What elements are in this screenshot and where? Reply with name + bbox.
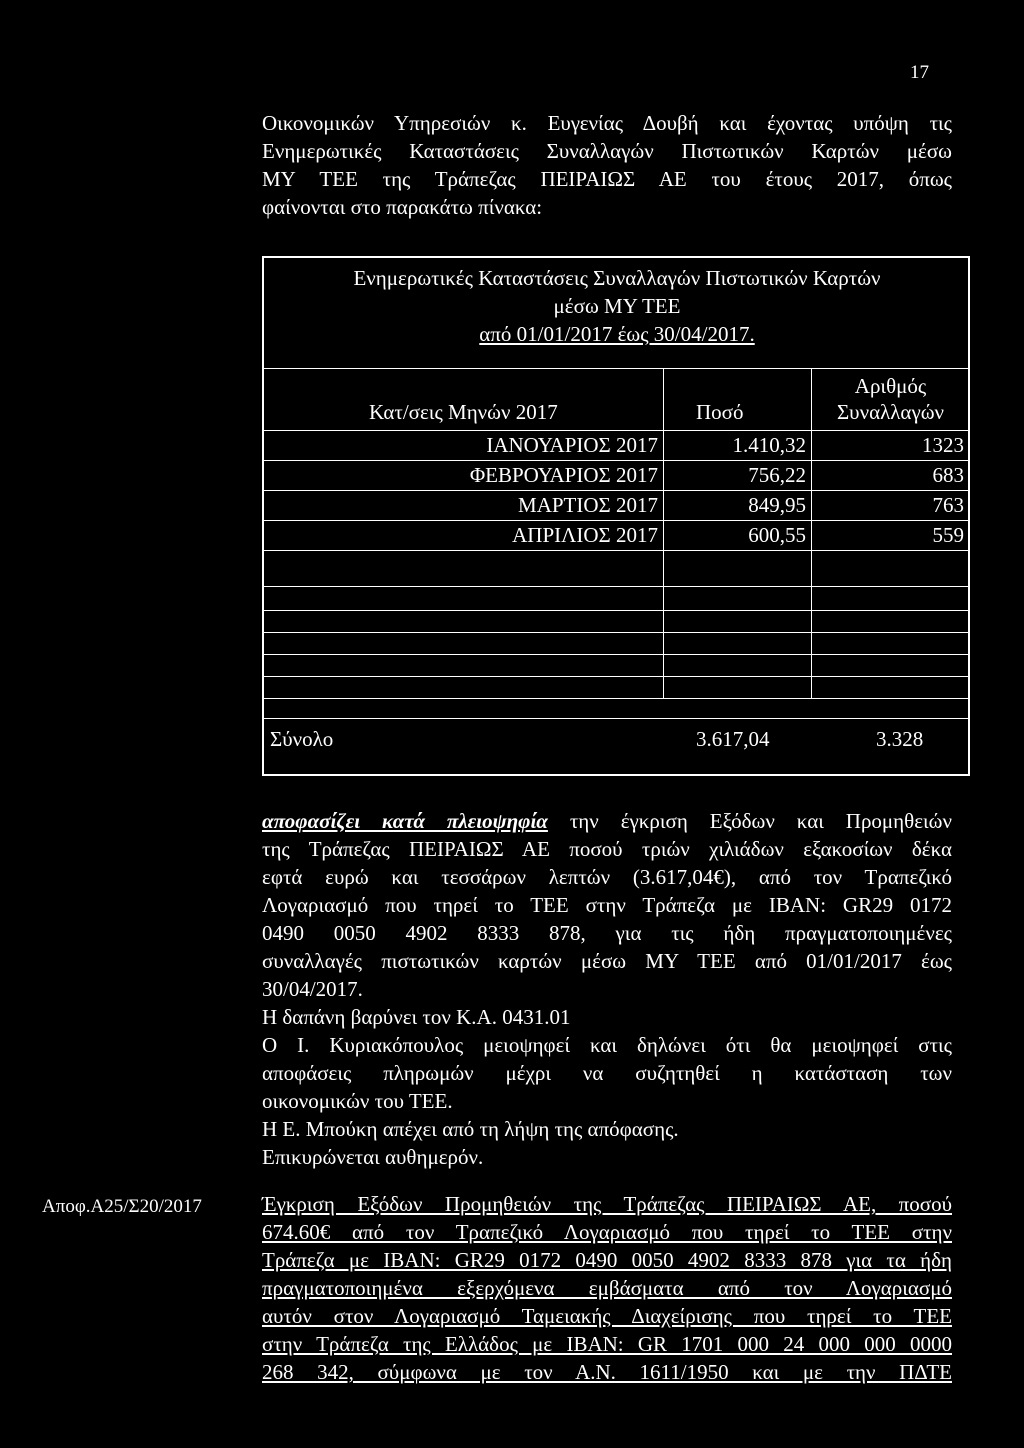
header-amount: Ποσό: [696, 400, 744, 424]
next-decision-line: 674.60€ από τον Τραπεζικό Λογαριασμό που τηρεί το ΤΕΕ στην: [262, 1220, 952, 1244]
row-count: 683: [932, 463, 964, 487]
ratified-line: Επικυρώνεται αυθημερόν.: [262, 1145, 484, 1169]
intro-line: ΜΥ ΤΕΕ της Τράπεζας ΠΕΙΡΑΙΩΣ ΑΕ του έτους 2017, όπως: [262, 167, 952, 191]
abstain-line: Η Ε. Μπούκη απέχει από τη λήψη της απόφασης.: [262, 1117, 679, 1141]
row-divider: [264, 654, 970, 655]
table-title-line2: μέσω ΜΥ ΤΕΕ: [553, 294, 681, 318]
total-amount: 3.617,04: [696, 727, 770, 751]
decision-line-rest: την έγκριση Εξόδων και Προμηθειών: [569, 809, 953, 833]
decision-line: της Τράπεζας ΠΕΙΡΑΙΩΣ ΑΕ ποσού τριών χιλιάδων εξακοσίων δέκα: [262, 837, 952, 861]
table-period: από 01/01/2017 έως 30/04/2017.: [479, 322, 755, 346]
dissent-line: αποφάσεις πληρωμών μέχρι να συζητηθεί η κατάσταση των: [262, 1061, 952, 1085]
intro-line: Οικονομικών Υπηρεσιών κ. Ευγενίας Δουβή και έχοντας υπόψη τις: [262, 111, 952, 135]
decision-line: εφτά ευρώ και τεσσάρων λεπτών (3.617,04€), από τον Τραπεζικό: [262, 865, 952, 889]
intro-line: φαίνονται στο παρακάτω πίνακα:: [262, 195, 543, 219]
next-decision-line: Έγκριση Εξόδων Προμηθειών της Τράπεζας ΠΕΙΡΑΙΩΣ ΑΕ, ποσού: [262, 1192, 952, 1216]
page-number: 17: [910, 62, 929, 83]
decision-line: 30/04/2017.: [262, 977, 363, 1001]
row-amount: 849,95: [748, 493, 806, 517]
row-divider: [264, 586, 970, 587]
decision-line: 0490 0050 4902 8333 878, για τις ήδη πραγματοποιημένες: [262, 921, 952, 945]
total-count: 3.328: [876, 727, 924, 751]
next-decision-line: στην Τράπεζα της Ελλάδος με IBAN: GR 1701 000 24 000 000 0000: [262, 1332, 952, 1356]
decision-reference: Αποφ.Α25/Σ20/2017: [42, 1196, 202, 1217]
row-divider: [264, 676, 970, 677]
header-count-line1: Αριθμός: [854, 374, 927, 398]
expense-line: Η δαπάνη βαρύνει τον Κ.Α. 0431.01: [262, 1005, 571, 1029]
decision-line: [262, 807, 952, 835]
decision-line: Λογαριασμό που τηρεί το ΤΕΕ στην Τράπεζα με IBAN: GR29 0172: [262, 893, 952, 917]
row-amount: 756,22: [748, 463, 806, 487]
header-month: Κατ/σεις Μηνών 2017: [369, 400, 558, 424]
table-title-line1: Ενημερωτικές Καταστάσεις Συναλλαγών Πιστωτικών Καρτών: [353, 266, 881, 290]
row-count: 559: [932, 523, 964, 547]
row-divider: [264, 550, 970, 551]
row-divider: [264, 718, 970, 719]
row-month: ΑΠΡΙΛΙΟΣ 2017: [512, 523, 658, 547]
row-amount: 1.410,32: [732, 433, 806, 457]
decision-bold: αποφασίζει κατά πλειοψηφία: [262, 809, 548, 833]
row-count: 1323: [922, 433, 964, 457]
next-decision-line: 268 342, σύμφωνα με τον Α.Ν. 1611/1950 και με την ΠΔΤΕ: [262, 1360, 952, 1384]
intro-line: Ενημερωτικές Καταστάσεις Συναλλαγών Πιστωτικών Καρτών μέσω: [262, 139, 952, 163]
total-label: Σύνολο: [270, 727, 334, 751]
decision-line: συναλλαγές πιστωτικών καρτών μέσω ΜΥ ΤΕΕ από 01/01/2017 έως: [262, 949, 952, 973]
row-month: ΜΑΡΤΙΟΣ 2017: [518, 493, 658, 517]
next-decision-text: [262, 1190, 952, 1386]
next-decision-line: Τράπεζα με IBAN: GR29 0172 0490 0050 4902 8333 878 για τα ήδη: [262, 1248, 952, 1272]
table-title-line3: [264, 320, 970, 348]
row-count: 763: [932, 493, 964, 517]
next-decision-line: αυτόν στον Λογαριασμό Ταμειακής Διαχείρισης που τηρεί το ΤΕΕ: [262, 1304, 952, 1328]
row-divider: [264, 632, 970, 633]
dissent-line: οικονομικών του ΤΕΕ.: [262, 1089, 453, 1113]
row-divider: [264, 698, 970, 699]
row-divider: [264, 368, 970, 369]
row-month: ΦΕΒΡΟΥΑΡΙΟΣ 2017: [469, 463, 658, 487]
dissent-line: Ο Ι. Κυριακόπουλος μειοψηφεί και δηλώνει ότι θα μειοψηφεί στις: [262, 1033, 952, 1057]
row-divider: [264, 610, 970, 611]
transactions-table: [262, 256, 970, 776]
row-month: ΙΑΝΟΥΑΡΙΟΣ 2017: [486, 433, 658, 457]
header-count-line2: Συναλλαγών: [836, 400, 945, 424]
row-amount: 600,55: [748, 523, 806, 547]
next-decision-line: πραγματοποιημένα εξερχόμενα εμβάσματα από τον Λογαριασμό: [262, 1276, 952, 1300]
